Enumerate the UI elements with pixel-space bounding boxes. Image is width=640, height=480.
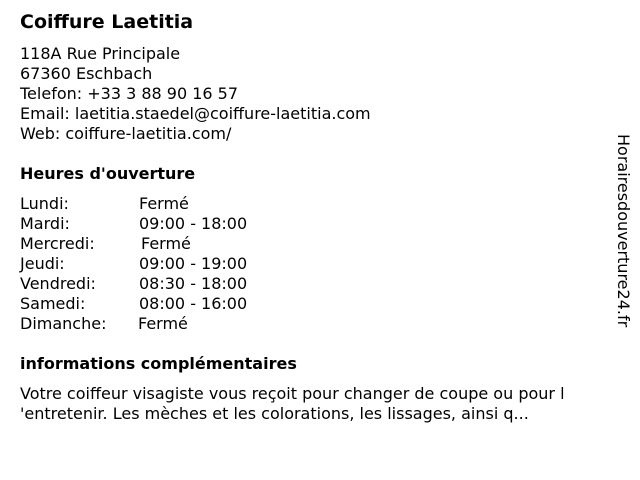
site-watermark: Horairesdouverture24.fr (614, 134, 633, 328)
day-label: Samedi: (20, 294, 86, 313)
hours-value: 08:30 - 18:00 (139, 274, 248, 293)
additional-info-heading: informations complémentaires (20, 354, 297, 373)
hours-value: Fermé (139, 194, 189, 213)
day-label: Mardi: (20, 214, 70, 233)
opening-hours-heading: Heures d'ouverture (20, 164, 196, 183)
website-text: Web: coiffure-laetitia.com/ (20, 124, 232, 143)
phone-text: Telefon: +33 3 88 90 16 57 (20, 84, 239, 103)
description-line: Votre coiffeur visagiste vous reçoit pour changer de coupe ou pour l (20, 384, 565, 403)
hours-value: 09:00 - 18:00 (139, 214, 248, 233)
description-line: 'entretenir. Les mèches et les colorations, les lissages, ainsi q... (20, 404, 529, 423)
hours-value: Fermé (138, 314, 188, 333)
email-text: Email: laetitia.staedel@coiffure-laetitia.com (20, 104, 371, 123)
hours-value: 08:00 - 16:00 (139, 294, 248, 313)
day-label: Dimanche: (20, 314, 107, 333)
day-label: Lundi: (20, 194, 69, 213)
contact-block (20, 44, 371, 144)
day-label: Jeudi: (20, 254, 65, 273)
business-description (20, 384, 620, 424)
address-line-city: 67360 Eschbach (20, 64, 153, 83)
hours-value: 09:00 - 19:00 (139, 254, 248, 273)
business-name: Coiffure Laetitia (20, 11, 194, 33)
day-label: Vendredi: (20, 274, 96, 293)
hours-value: Fermé (141, 234, 191, 253)
day-label: Mercredi: (20, 234, 95, 253)
address-line-street: 118A Rue Principale (20, 44, 181, 63)
